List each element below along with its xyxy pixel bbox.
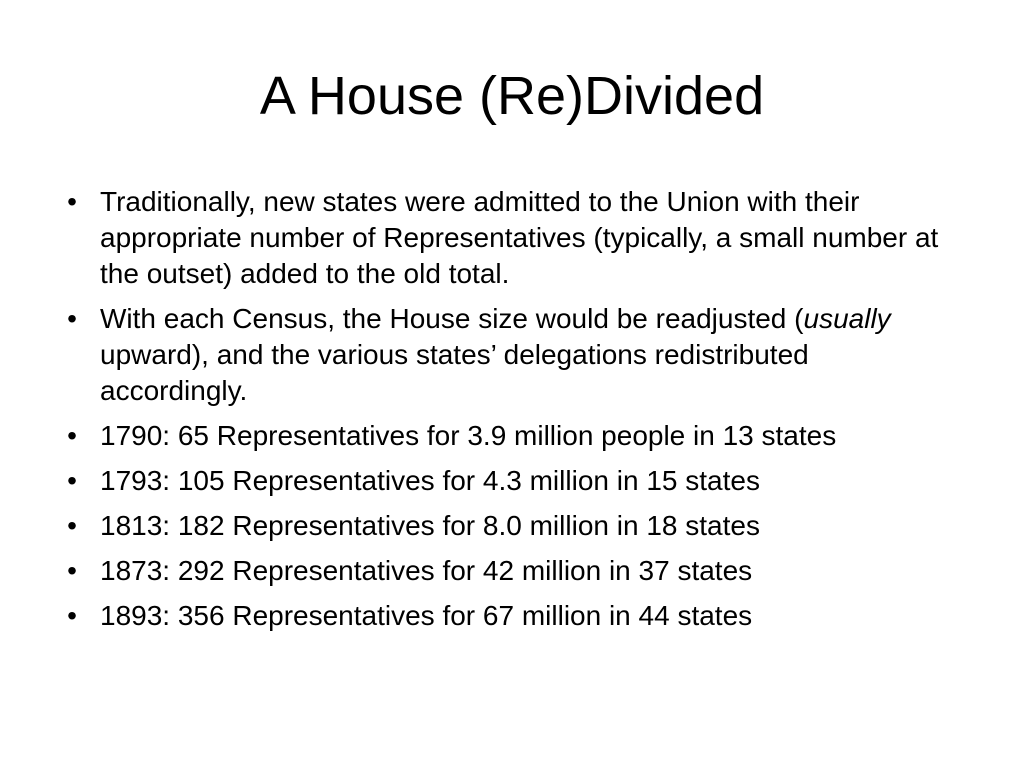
bullet-item-3: [62, 418, 962, 454]
bullet-text-after-emphasis: upward), and the various states’ delegations redistributed accordingly.: [100, 339, 809, 406]
bullet-text: 1790: 65 Representatives for 3.9 million people in 13 states: [100, 420, 837, 451]
bullet-list: [62, 184, 962, 643]
bullet-text: 1813: 182 Representatives for 8.0 million in 18 states: [100, 510, 760, 541]
bullet-icon: •: [67, 465, 77, 496]
bullet-item-7: [62, 598, 962, 634]
bullet-item-6: [62, 553, 962, 589]
bullet-item-5: [62, 508, 962, 544]
bullet-text: 1793: 105 Representatives for 4.3 million in 15 states: [100, 465, 760, 496]
bullet-icon: •: [67, 510, 77, 541]
bullet-item-4: [62, 463, 962, 499]
bullet-text: [100, 303, 891, 406]
bullet-text: Traditionally, new states were admitted to the Union with their appropriate number of Representatives (typically, a small number at the outset) added to the old total.: [100, 186, 939, 289]
bullet-text: 1893: 356 Representatives for 67 million in 44 states: [100, 600, 753, 631]
bullet-icon: •: [67, 303, 77, 334]
bullet-icon: •: [67, 555, 77, 586]
slide-title: A House (Re)Divided: [259, 66, 765, 126]
bullet-text: 1873: 292 Representatives for 42 million in 37 states: [100, 555, 753, 586]
bullet-icon: •: [67, 420, 77, 451]
bullet-icon: •: [67, 186, 77, 217]
bullet-text-before-emphasis: With each Census, the House size would be readjusted (: [100, 303, 804, 334]
bullet-text-emphasis: usually: [803, 303, 891, 334]
bullet-icon: •: [67, 600, 77, 631]
bullet-item-1: [62, 184, 962, 292]
bullet-item-2: [62, 301, 962, 409]
